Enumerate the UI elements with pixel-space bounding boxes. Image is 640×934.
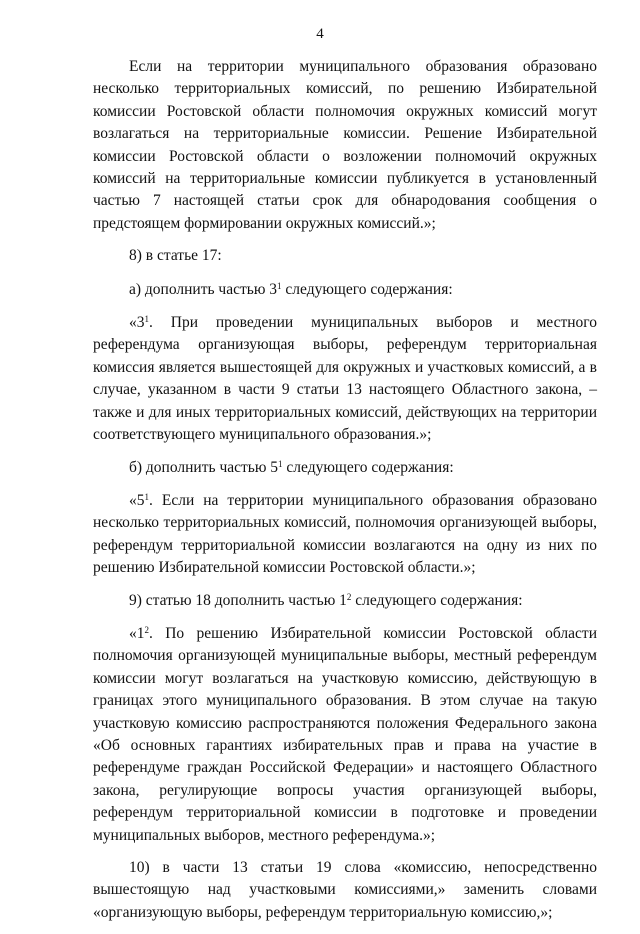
paragraph-3	[93, 279, 597, 301]
paragraph-6	[93, 490, 597, 580]
text-run: . При проведении муниципальных выборов и местного референдума организующая выборы, референдум территориальная комиссия является вышестоящей для окружных и участковых комиссий, а в случае, указанном в части 9 статьи 13 настоящего Областного закона, – также и для иных территориальных комиссий, действующих на территории соответствующего муниципального образования.»;	[93, 314, 597, 444]
paragraph-1	[93, 56, 597, 235]
document-body	[93, 56, 597, 934]
text-run: следующего содержания:	[282, 458, 454, 476]
text-run: «3	[129, 314, 145, 332]
text-run: следующего содержания:	[351, 591, 523, 609]
paragraph-7	[93, 590, 597, 612]
text-run: б) дополнить частью 5	[129, 458, 279, 476]
text-run: «5	[129, 491, 145, 509]
text-run: Если на территории муниципального образования образовано несколько территориальных комиссий, по решению Избирательной комиссии Ростовской области полномочия окружных комиссий могут возлагаться на территориальные комиссии. Решение Избирательной комиссии Ростовской области о возложении полномочий окружных комиссий на территориальные комиссии публикуется в установленный частью 7 настоящей статьи срок для обнародования сообщения о предстоящем формировании окружных комиссий.»;	[93, 58, 597, 232]
superscript: 1	[277, 280, 282, 291]
superscript: 2	[346, 591, 352, 602]
page-number: 4	[316, 26, 324, 42]
text-run: 9) статью 18 дополнить частью 1	[129, 591, 347, 609]
paragraph-4	[93, 312, 597, 446]
text-run: 10) в части 13 статьи 19 слова «комиссию, непосредственно вышестоящую над участковыми комиссиями,» заменить словами «организующую выборы, референдум территориальную комиссию,»;	[93, 859, 597, 921]
superscript: 2	[144, 624, 149, 635]
text-run: 8) в статье 17:	[129, 247, 222, 265]
paragraph-2	[93, 245, 597, 267]
paragraph-8	[93, 623, 597, 847]
text-run: а) дополнить частью 3	[129, 280, 278, 298]
paragraph-9	[93, 857, 597, 924]
text-run: . Если на территории муниципального образования образовано несколько территориальных комиссий, полномочия организующей выборы, референдум территориальной комиссии возлагаются на одну из них по решению Избирательной комиссии Ростовской области.»;	[93, 491, 597, 577]
superscript: 1	[144, 314, 149, 325]
text-run: . По решению Избирательной комиссии Ростовской области полномочия организующей муниципальные выборы, местный референдум комиссии могут возлагаться на участковую комиссию, действующую в границах этого муниципального образования. В этом случае на такую участковую комиссию распространяются положения Федерального закона «Об основных гарантиях избирательных прав и права на участие в референдуме граждан Российской Федерации» и настоящего Областного закона, регулирующие вопросы участия организующей выборы, референдум территориальной комиссии в подготовке и проведении муниципальных выборов, местного референдума.»;	[93, 624, 597, 844]
text-run: следующего содержания:	[281, 280, 453, 298]
superscript: 1	[278, 458, 283, 469]
text-run: «1	[129, 624, 145, 642]
paragraph-5	[93, 457, 597, 479]
superscript: 1	[144, 491, 149, 502]
